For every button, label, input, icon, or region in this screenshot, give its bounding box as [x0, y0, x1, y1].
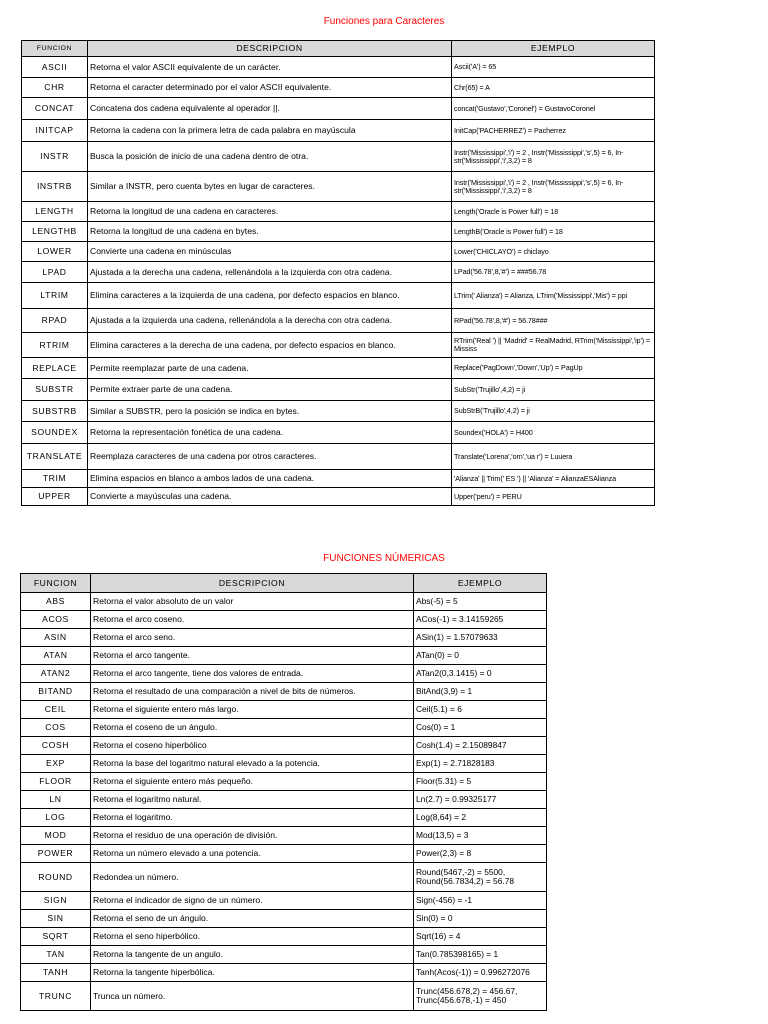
function-name-cell: LOG: [21, 809, 91, 827]
description-cell: Redondea un número.: [91, 863, 414, 892]
function-name-cell: LOWER: [22, 242, 88, 262]
description-cell: Busca la posición de inicio de una cadena dentro de otra.: [88, 142, 452, 172]
example-cell: LengthB('Oracle is Power full') = 18: [452, 222, 655, 242]
example-cell: Instr('Mississippi','i') = 2 , Instr('Mississippi','s',5) = 6, In-str('Mississippi','i',3,2) = 8: [452, 142, 655, 172]
header-ejemplo: EJEMPLO: [414, 574, 547, 593]
table-row: [22, 172, 655, 202]
description-cell: Convierte una cadena en minúsculas: [88, 242, 452, 262]
example-cell: BitAnd(3,9) = 1: [414, 683, 547, 701]
example-cell: Ln(2.7) = 0.99325177: [414, 791, 547, 809]
function-name-cell: POWER: [21, 845, 91, 863]
example-cell: RPad('56.78',8,'#') = 56.78###: [452, 309, 655, 333]
description-cell: Retorna la tangente hiperbólica.: [91, 964, 414, 982]
description-cell: Retorna la longitud de una cadena en caracteres.: [88, 202, 452, 222]
description-cell: Retorna la base del logaritmo natural elevado a la potencia.: [91, 755, 414, 773]
example-cell: SubStr('Trujillo',4,2) = ji: [452, 379, 655, 401]
description-cell: Retorna el logaritmo natural.: [91, 791, 414, 809]
example-cell: SubStrB('Trujillo',4,2) = ji: [452, 401, 655, 422]
description-cell: Reemplaza caracteres de una cadena por otros caracteres.: [88, 444, 452, 470]
description-cell: Retorna la longitud de una cadena en bytes.: [88, 222, 452, 242]
table-row: [21, 755, 547, 773]
function-name-cell: ASIN: [21, 629, 91, 647]
function-name-cell: ATAN2: [21, 665, 91, 683]
example-cell: ACos(-1) = 3.14159265: [414, 611, 547, 629]
description-cell: Elimina caracteres a la derecha de una cadena, por defecto espacios en blanco.: [88, 333, 452, 358]
function-name-cell: TRUNC: [21, 982, 91, 1011]
function-name-cell: ASCII: [22, 57, 88, 78]
header-funcion: FUNCION: [21, 574, 91, 593]
function-name-cell: TANH: [21, 964, 91, 982]
table-row: [21, 773, 547, 791]
table-row: [21, 809, 547, 827]
table-row: [21, 946, 547, 964]
table-row: [22, 78, 655, 98]
example-cell: Sqrt(16) = 4: [414, 928, 547, 946]
table-row: [22, 358, 655, 379]
description-cell: Retorna el arco coseno.: [91, 611, 414, 629]
example-cell: Soundex('HOLA') = H400: [452, 422, 655, 444]
function-name-cell: TAN: [21, 946, 91, 964]
function-name-cell: FLOOR: [21, 773, 91, 791]
function-name-cell: UPPER: [22, 488, 88, 506]
table-header-row: [22, 41, 655, 57]
description-cell: Retorna el siguiente entero más largo.: [91, 701, 414, 719]
function-name-cell: SQRT: [21, 928, 91, 946]
example-cell: Ceil(5.1) = 6: [414, 701, 547, 719]
description-cell: Retorna el seno de un ángulo.: [91, 910, 414, 928]
table-row: [21, 964, 547, 982]
table-row: [21, 719, 547, 737]
function-name-cell: BITAND: [21, 683, 91, 701]
function-name-cell: LPAD: [22, 262, 88, 283]
table-row: [22, 379, 655, 401]
table-row: [22, 422, 655, 444]
function-name-cell: SUBSTRB: [22, 401, 88, 422]
table-row: [21, 629, 547, 647]
table-row: [22, 202, 655, 222]
table-row: [21, 683, 547, 701]
example-cell: Upper('peru') = PERU: [452, 488, 655, 506]
table-row: [22, 222, 655, 242]
description-cell: Ajustada a la derecha una cadena, rellenándola a la izquierda con otra cadena.: [88, 262, 452, 283]
table-row: [22, 242, 655, 262]
function-name-cell: EXP: [21, 755, 91, 773]
description-cell: Retorna el indicador de signo de un número.: [91, 892, 414, 910]
description-cell: Permite reemplazar parte de una cadena.: [88, 358, 452, 379]
header-ejemplo: EJEMPLO: [452, 41, 655, 57]
function-name-cell: CHR: [22, 78, 88, 98]
table-row: [21, 665, 547, 683]
function-name-cell: MOD: [21, 827, 91, 845]
example-cell: Round(5467,-2) = 5500, Round(56.7834,2) = 56.78: [414, 863, 547, 892]
function-name-cell: SIGN: [21, 892, 91, 910]
example-cell: Trunc(456.678,2) = 456.67, Trunc(456.678,-1) = 450: [414, 982, 547, 1011]
description-cell: Elimina espacios en blanco a ambos lados de una cadena.: [88, 470, 452, 488]
table-row: [22, 333, 655, 358]
description-cell: Concatena dos cadena equivalente al operador ||.: [88, 98, 452, 120]
example-cell: Tanh(Acos(-1)) = 0.996272076: [414, 964, 547, 982]
function-name-cell: LENGTH: [22, 202, 88, 222]
header-funcion: FUNCION: [22, 41, 88, 57]
function-name-cell: REPLACE: [22, 358, 88, 379]
function-name-cell: ROUND: [21, 863, 91, 892]
table-row: [21, 647, 547, 665]
example-cell: Abs(-5) = 5: [414, 593, 547, 611]
description-cell: Retorna la cadena con la primera letra de cada palabra en mayúscula: [88, 120, 452, 142]
table-row: [22, 470, 655, 488]
example-cell: Instr('Mississippi','i') = 2 , Instr('Mississippi','s',5) = 6, In-str('Mississippi','i',3,2) = 8: [452, 172, 655, 202]
table-row: [22, 444, 655, 470]
function-name-cell: COS: [21, 719, 91, 737]
description-cell: Retorna el arco seno.: [91, 629, 414, 647]
example-cell: LTrim(' Alianza') = Alianza, LTrim('Mississippi','Mis') = ppi: [452, 283, 655, 309]
table-row: [21, 701, 547, 719]
description-cell: Retorna el arco tangente.: [91, 647, 414, 665]
example-cell: ASin(1) = 1.57079633: [414, 629, 547, 647]
example-cell: ATan(0) = 0: [414, 647, 547, 665]
description-cell: Retorna la tangente de un angulo.: [91, 946, 414, 964]
example-cell: ATan2(0,3.1415) = 0: [414, 665, 547, 683]
example-cell: Chr(65) = A: [452, 78, 655, 98]
example-cell: Exp(1) = 2.71828183: [414, 755, 547, 773]
description-cell: Retorna el siguiente entero más pequeño.: [91, 773, 414, 791]
example-cell: Mod(13,5) = 3: [414, 827, 547, 845]
description-cell: Retorna un número elevado a una potencia.: [91, 845, 414, 863]
example-cell: LPad('56.78',8,'#') = ###56.78: [452, 262, 655, 283]
description-cell: Elimina caracteres a la izquierda de una cadena, por defecto espacios en blanco.: [88, 283, 452, 309]
table-row: [21, 892, 547, 910]
function-name-cell: SUBSTR: [22, 379, 88, 401]
table-row: [21, 827, 547, 845]
function-name-cell: COSH: [21, 737, 91, 755]
description-cell: Retorna la representación fonética de una cadena.: [88, 422, 452, 444]
function-name-cell: LTRIM: [22, 283, 88, 309]
function-name-cell: RTRIM: [22, 333, 88, 358]
character-functions-table: [21, 40, 655, 506]
function-name-cell: LN: [21, 791, 91, 809]
function-name-cell: INSTR: [22, 142, 88, 172]
table-row: [21, 845, 547, 863]
description-cell: Retorna el coseno hiperbólico: [91, 737, 414, 755]
description-cell: Trunca un número.: [91, 982, 414, 1011]
table-row: [21, 982, 547, 1011]
table-row: [22, 488, 655, 506]
table-row: [21, 791, 547, 809]
description-cell: Retorna el valor absoluto de un valor: [91, 593, 414, 611]
example-cell: Cos(0) = 1: [414, 719, 547, 737]
table-row: [21, 611, 547, 629]
table-row: [21, 593, 547, 611]
function-name-cell: TRANSLATE: [22, 444, 88, 470]
example-cell: 'Alianza' || Trim(' ES ') || 'Alianza' = AlianzaESAlianza: [452, 470, 655, 488]
function-name-cell: SIN: [21, 910, 91, 928]
function-name-cell: LENGTHB: [22, 222, 88, 242]
function-name-cell: SOUNDEX: [22, 422, 88, 444]
function-name-cell: CONCAT: [22, 98, 88, 120]
description-cell: Ajustada a la izquierda una cadena, rellenándola a la derecha con otra cadena.: [88, 309, 452, 333]
function-name-cell: ACOS: [21, 611, 91, 629]
example-cell: Replace('PagDown','Down','Up') = PagUp: [452, 358, 655, 379]
example-cell: Log(8,64) = 2: [414, 809, 547, 827]
table-row: [22, 57, 655, 78]
description-cell: Similar a INSTR, pero cuenta bytes en lugar de caracteres.: [88, 172, 452, 202]
table-row: [22, 120, 655, 142]
example-cell: Sin(0) = 0: [414, 910, 547, 928]
table-row: [22, 401, 655, 422]
example-cell: Translate('Lorena','orn','ua r') = Luuera: [452, 444, 655, 470]
example-cell: concat('Gustavo','Coronel') = GustavoCoronel: [452, 98, 655, 120]
example-cell: Cosh(1.4) = 2.15089847: [414, 737, 547, 755]
table-row: [22, 262, 655, 283]
example-cell: Floor(5.31) = 5: [414, 773, 547, 791]
example-cell: Tan(0.785398165) = 1: [414, 946, 547, 964]
table-header-row: [21, 574, 547, 593]
table-row: [22, 142, 655, 172]
table-row: [21, 737, 547, 755]
example-cell: InitCap('PACHERREZ') = Pacherrez: [452, 120, 655, 142]
function-name-cell: RPAD: [22, 309, 88, 333]
numeric-functions-title: FUNCIONES NÚMERICAS: [323, 553, 445, 564]
header-descripcion: DESCRIPCION: [91, 574, 414, 593]
description-cell: Similar a SUBSTR, pero la posición se indica en bytes.: [88, 401, 452, 422]
example-cell: RTrim('Real ') || 'Madrid' = RealMadrid, RTrim('Mississippi','ip') = Mississ: [452, 333, 655, 358]
description-cell: Retorna el residuo de una operación de división.: [91, 827, 414, 845]
function-name-cell: TRIM: [22, 470, 88, 488]
description-cell: Convierte a mayúsculas una cadena.: [88, 488, 452, 506]
table-row: [21, 863, 547, 892]
description-cell: Retorna el coseno de un ángulo.: [91, 719, 414, 737]
function-name-cell: INSTRB: [22, 172, 88, 202]
table-row: [22, 98, 655, 120]
function-name-cell: CEIL: [21, 701, 91, 719]
table-row: [22, 283, 655, 309]
example-cell: Length('Oracle is Power full') = 18: [452, 202, 655, 222]
numeric-functions-table: [20, 573, 547, 1011]
description-cell: Permite extraer parte de una cadena.: [88, 379, 452, 401]
function-name-cell: ABS: [21, 593, 91, 611]
table-row: [21, 928, 547, 946]
description-cell: Retorna el caracter determinado por el valor ASCII equivalente.: [88, 78, 452, 98]
function-name-cell: ATAN: [21, 647, 91, 665]
description-cell: Retorna el valor ASCII equivalente de un carácter.: [88, 57, 452, 78]
description-cell: Retorna el arco tangente, tiene dos valores de entrada.: [91, 665, 414, 683]
description-cell: Retorna el logaritmo.: [91, 809, 414, 827]
function-name-cell: INITCAP: [22, 120, 88, 142]
table-row: [21, 910, 547, 928]
description-cell: Retorna el seno hiperbólico.: [91, 928, 414, 946]
header-descripcion: DESCRIPCION: [88, 41, 452, 57]
example-cell: Sign(-456) = -1: [414, 892, 547, 910]
character-functions-title: Funciones para Caracteres: [323, 16, 445, 27]
table-row: [22, 309, 655, 333]
example-cell: Power(2,3) = 8: [414, 845, 547, 863]
example-cell: Ascii('A') = 65: [452, 57, 655, 78]
description-cell: Retorna el resultado de una comparación a nivel de bits de números.: [91, 683, 414, 701]
example-cell: Lower('CHICLAYO') = chiclayo: [452, 242, 655, 262]
